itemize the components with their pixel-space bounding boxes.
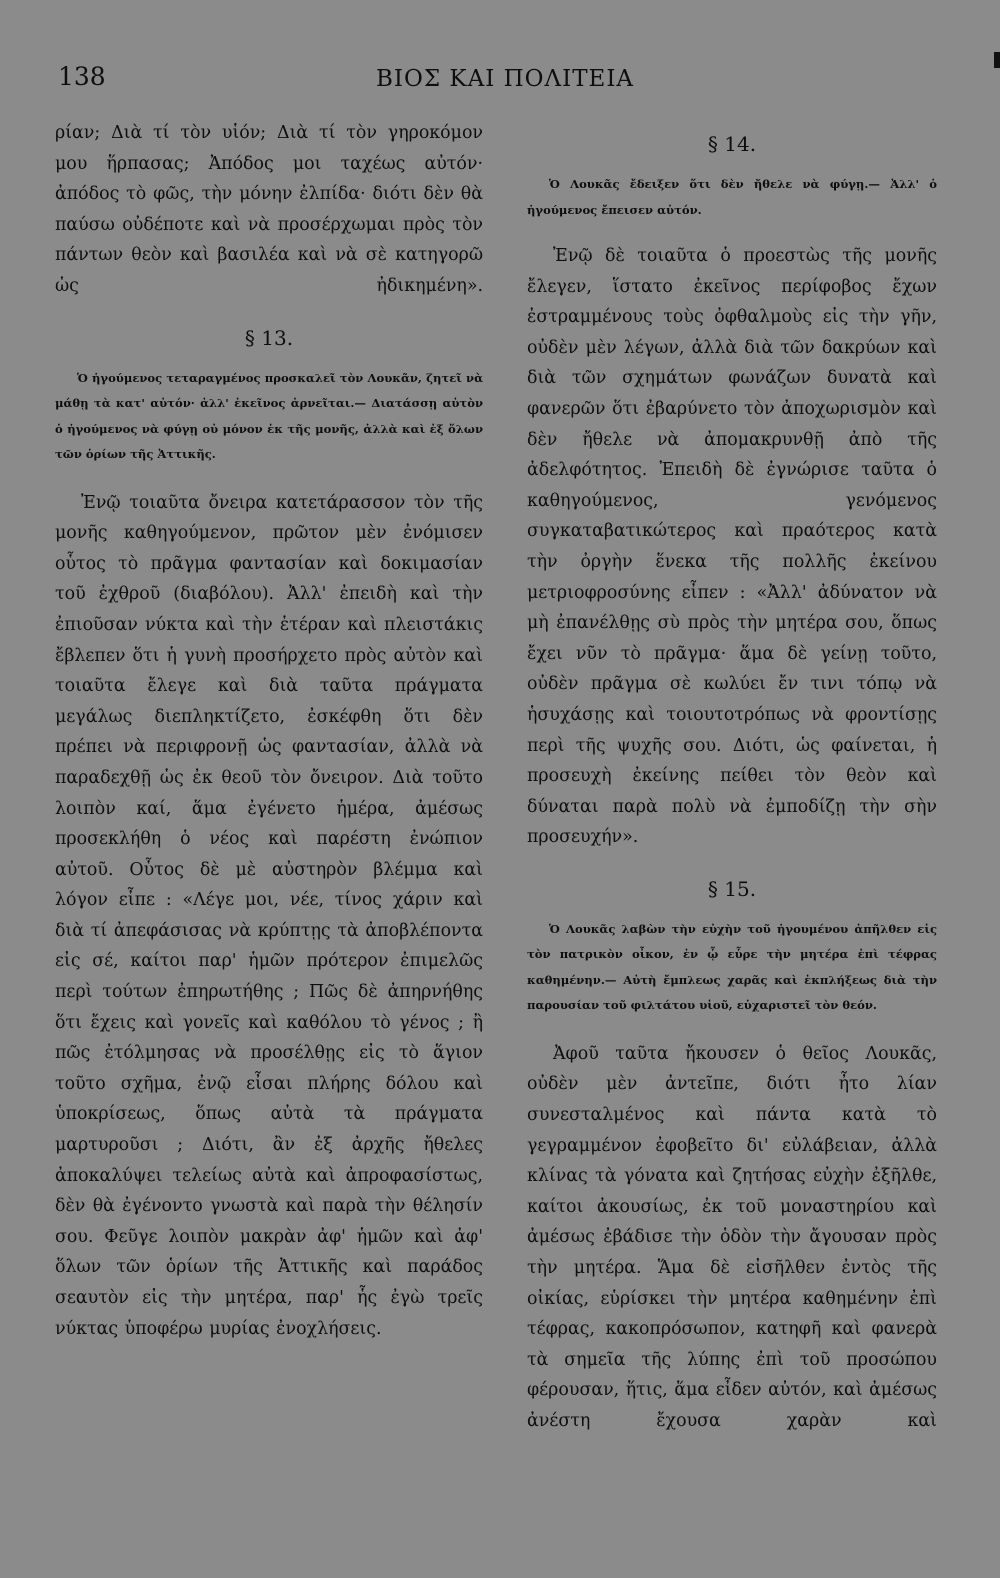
paragraph-14: Ἐνῷ δὲ τοιαῦτα ὁ προεστὼς τῆς μονῆς ἔλεγεν, ἵστατο ἐκεῖνος περίφοβος ἔχων ἐστραμμένους τοὺς ὀφθαλμοὺς εἰς τὴν γῆν, οὐδὲν μὲν λέγων, ἀλλὰ διὰ τῶν δακρύων καὶ διὰ τῶν σχημάτων φωνάζων δυνατὰ καὶ φανερῶν ὅτι ἐβαρύνετο τὸν ἀποχωρισμὸν καὶ δὲν ἤθελε νὰ ἀπομακρυνθῇ ἀπὸ τῆς ἀδελφότητος. Ἐπειδὴ δὲ ἐγνώρισε ταῦτα ὁ καθηγούμενος, γενόμενος συγκαταβατικώτερος καὶ πραότερος κατὰ τὴν ὀργὴν ἕνεκα τῆς πολλῆς ἐκείνου μετριοφροσύνης εἶπεν : «Ἀλλ' ἀδύνατον νὰ μὴ ἐπανέλθῃς σὺ πρὸς τὴν μητέρα σου, ὅπως ἔχει νῦν τὸ πρᾶγμα· ἅμα δὲ γείνῃ τοῦτο, οὐδὲν πρᾶγμα σὲ κωλύει ἔν τινι τόπῳ νὰ ἡσυχάσῃς καὶ τοιουτοτρόπως νὰ φροντίσῃς περὶ τῆς ψυχῆς σου. Διότι, ὡς φαίνεται, ἡ προσευχὴ ἐκείνης πείθει τὸν θεὸν καὶ δύναται παρὰ πολὺ νὰ ἐμποδίζῃ τὴν σὴν προσευχήν».: [527, 246, 937, 848]
section-heading-14: § 14.: [707, 132, 757, 156]
page-number: 138: [58, 62, 106, 91]
section-summary-13: Ὁ ἡγούμενος τεταραγμένος προσκαλεῖ τὸν Λουκᾶν, ζητεῖ νὰ μάθῃ τὰ κατ' αὐτόν· ἀλλ' ἐκεῖνος ἀρνεῖται.— Διατάσσῃ αὐτὸν ὁ ἡγούμενος νὰ φύγῃ οὐ μόνον ἐκ τῆς μονῆς, ἀλλὰ καὶ ἐξ ὅλων τῶν ὁρίων τῆς Ἀττικῆς.: [55, 370, 483, 462]
paragraph-opening: ρίαν; Διὰ τί τὸν υἱόν; Διὰ τί τὸν γηροκόμον μου ἥρπασας; Ἀπόδος μοι ταχέως αὐτόν· ἀπόδος τὸ φῶς, τὴν μόνην ἐλπίδα· διότι δὲν θὰ παύσω οὐδέποτε καὶ νὰ προσέρχωμαι πρὸς τὸν πάντων θεὸν καὶ βασιλέα καὶ νὰ σὲ κατηγορῶ ὡς ἠδικημένη».: [55, 123, 483, 296]
edge-mark: [994, 52, 1000, 68]
section-heading-13: § 13.: [244, 325, 294, 350]
paragraph-main: Ἐνῷ τοιαῦτα ὄνειρα κατετάρασσον τὸν τῆς μονῆς καθηγούμενον, πρῶτον μὲν ἐνόμισεν οὗτος τὸ πρᾶγμα φαντασίαν καὶ δοκιμασίαν τοῦ ἐχθροῦ (διαβόλου). Ἀλλ' ἐπειδὴ καὶ τὴν ἐπιοῦσαν νύκτα καὶ τὴν ἑτέραν καὶ πλειστάκις ἔβλεπεν ὅτι ἡ γυνὴ προσήρχετο πρὸς αὐτὸν καὶ τοιαῦτα ἔλεγε καὶ διὰ ταῦτα πράγματα μεγάλως διεπληκτίζετο, ἐσκέφθη ὅτι δὲν πρέπει νὰ περιφρονῇ ὡς φαντασίαν, ἀλλὰ νὰ παραδεχθῇ ὡς ἐκ θεοῦ τὸν ὄνειρον. Διὰ τοῦτο λοιπὸν καί, ἅμα ἐγένετο ἡμέρα, ἀμέσως προσεκλήθη ὁ νέος καὶ παρέστη ἐνώπιον αὐτοῦ. Οὗτος δὲ μὲ αὐστηρὸν βλέμμα καὶ λόγον εἶπε : «Λέγε μοι, νέε, τίνος χάριν καὶ διὰ τί ἀπεφάσισας νὰ κρύπτῃς τὰ ἀποβλέποντα εἰς σέ, καίτοι παρ' ἡμῶν πρότερον ἐπιμελῶς περὶ τούτων ἐπηρωτήθης ; Πῶς δὲ ἀπηρνήθης ὅτι ἔχεις καὶ γονεῖς καὶ καθόλου τὸ γένος ; ἢ πῶς ἐτόλμησας νὰ προσέλθῃς εἰς τὸ ἅγιον τοῦτο σχῆμα, ἐνῷ εἶσαι πλήρης δόλου καὶ ὑποκρίσεως, ὅπως αὐτὰ τὰ πράγματα μαρτυροῦσι ; Διότι, ἂν ἐξ ἀρχῆς ἤθελες ἀποκαλύψει τελείως αὐτὰ καὶ ἀπροφασίστως, δὲν θὰ ἐγένοντο γνωστὰ καὶ παρὰ τὴν θέλησίν σου. Φεῦγε λοιπὸν μακρὰν ἀφ' ἡμῶν καὶ ἀφ' ὅλων τῶν ὁρίων τῆς Ἀττικῆς καὶ παράδος σεαυτὸν εἰς τὴν μητέρα, παρ' ἧς ἐγὼ τρεῖς νύκτας ὑποφέρω μυρίας ἐνοχλήσεις.: [55, 492, 483, 1339]
right-column: [527, 118, 937, 1437]
section-heading-15: § 15.: [707, 876, 757, 901]
running-head: ΒΙΟΣ ΚΑΙ ΠΟΛΙΤΕΙΑ: [376, 66, 635, 92]
left-column: [55, 118, 483, 1344]
paragraph-15: Ἀφοῦ ταῦτα ἤκουσεν ὁ θεῖος Λουκᾶς, οὐδὲν μὲν ἀντεῖπε, διότι ἦτο λίαν συνεσταλμένος καὶ πάντα κατὰ τὸ γεγραμμένον ἐφοβεῖτο δι' εὐλάβειαν, ἀλλὰ κλίνας τὰ γόνατα καὶ ζητήσας εὐχὴν ἐξῆλθε, καίτοι ἀκουσίως, ἐκ τοῦ μοναστηρίου καὶ ἀμέσως ἐβάδισε τὴν ὁδὸν τὴν ἄγουσαν πρὸς τὴν μητέρα. Ἅμα δὲ εἰσῆλθεν ἐντὸς τῆς οἰκίας, εὑρίσκει τὴν μητέρα καθημένην ἐπὶ τέφρας, κακοπρόσωπον, κατηφῆ καὶ φανερὰ τὰ σημεῖα τῆς λύπης ἐπὶ τοῦ προσώπου φέρουσαν, ἥτις, ἅμα εἶδεν αὐτόν, καὶ ἀμέσως ἀνέστη ἔχουσα χαρὰν καὶ: [527, 1043, 937, 1431]
section-summary-14: Ὁ Λουκᾶς ἔδειξεν ὅτι δὲν ἤθελε νὰ φύγῃ.— Ἀλλ' ὁ ἡγούμενος ἔπεισεν αὐτόν.: [527, 177, 937, 217]
section-summary-15: Ὁ Λουκᾶς λαβὼν τὴν εὐχὴν τοῦ ἡγουμένου ἀπῆλθεν εἰς τὸν πατρικὸν οἶκον, ἐν ᾧ εὗρε τὴν μητέρα ἐπὶ τέφρας καθημένην.— Αὐτὴ ἔμπλεως χαρᾶς καὶ ἐκπλήξεως διὰ τὴν παρουσίαν τοῦ φιλτάτου υἱοῦ, εὐχαριστεῖ τὸν θεόν.: [527, 921, 937, 1013]
